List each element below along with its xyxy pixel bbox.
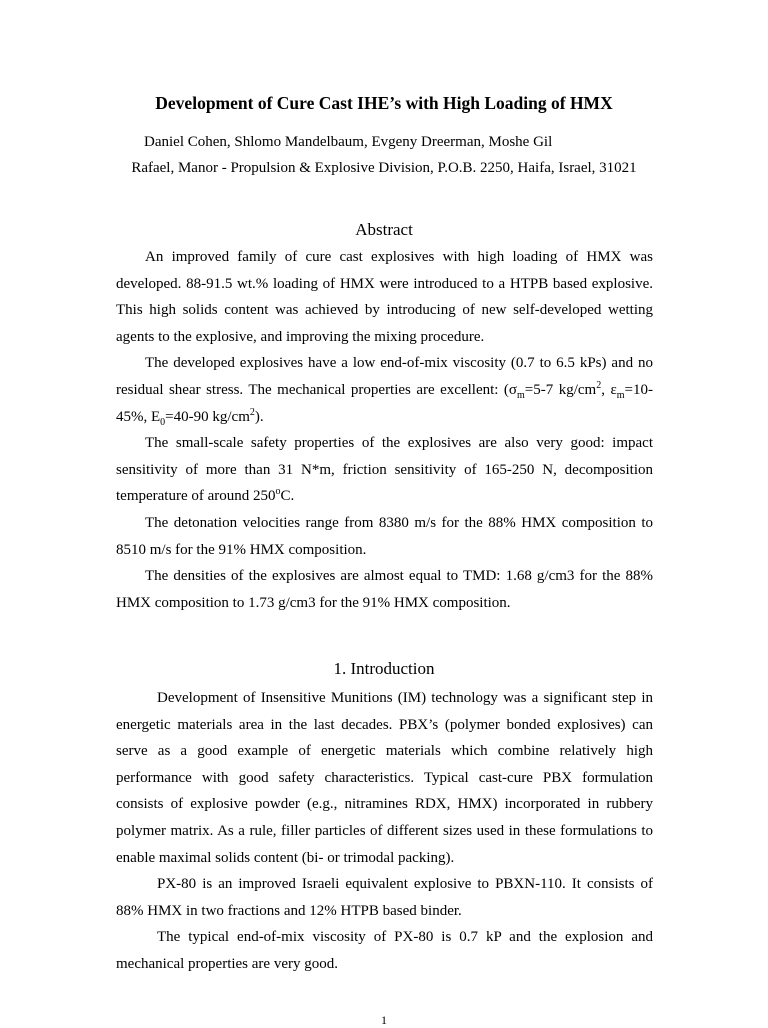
sigma-symbol: σ [508, 381, 518, 398]
text-run: =5-7 kg/cm [524, 381, 597, 398]
subscript: m [517, 389, 525, 401]
paper-title: Development of Cure Cast IHE’s with High Loading of HMX [155, 93, 613, 113]
text-run: ). [254, 408, 264, 425]
page-number: 1 [381, 1013, 387, 1027]
introduction-heading: 1. Introduction [333, 659, 435, 678]
text-run: =10-45%, E [116, 381, 654, 425]
superscript: 2 [596, 379, 602, 391]
abstract-paragraph [116, 350, 653, 430]
abstract-paragraph: An improved family of cure cast explosives with high loading of HMX was developed. 88-91.5 wt.% loading of HMX were introduced to a HTPB based explosive. This high solids content was achieved by introducing of new self-developed wetting agents to the explosive, and improving the mixing procedure. [116, 249, 653, 345]
abstract-heading: Abstract [355, 220, 413, 239]
text-run: The developed explosives have a low end-of-mix viscosity (0.7 to 6.5 kPs) and no residual shear stress. The mechanical properties are excellent: ( [116, 355, 653, 398]
abstract-paragraph: The densities of the explosives are almost equal to TMD: 1.68 g/cm3 for the 88% HMX composition to 1.73 g/cm3 for the 91% HMX composition. [116, 568, 653, 611]
subscript: 0 [160, 416, 166, 428]
text-run: The small-scale safety properties of the explosives are also very good: impact sensitivity of more than 31 N*m, friction sensitivity of 165-250 N, decomposition temperature of around 250 [116, 435, 653, 505]
abstract-body [116, 244, 653, 616]
introduction-paragraph: PX-80 is an improved Israeli equivalent explosive to PBXN-110. It consists of 88% HMX in two fractions and 12% HTPB based binder. [116, 876, 653, 919]
introduction-paragraph: The typical end-of-mix viscosity of PX-80 is 0.7 kP and the explosion and mechanical properties are very good. [116, 929, 653, 972]
introduction-body [116, 685, 653, 978]
introduction-paragraph: Development of Insensitive Munitions (IM) technology was a significant step in energetic materials area in the last decades. PBX’s (polymer bonded explosives) can serve as a good example of energetic materials which combine relatively high performance with good safety characteristics. Typical cast-cure PBX formulation consists of explosive powder (e.g., nitramines RDX, HMX) incorporated in rubbery polymer matrix. As a rule, filler particles of different sizes used in these formulations to enable maximal solids content (bi- or trimodal packing). [116, 690, 653, 866]
text-run: C. [280, 488, 295, 505]
superscript: 2 [249, 406, 255, 418]
degree-superscript: o [275, 486, 281, 498]
subscript: m [616, 389, 625, 401]
text-run: =40-90 kg/cm [165, 408, 250, 425]
affiliation: Rafael, Manor - Propulsion & Explosive Division, P.O.B. 2250, Haifa, Israel, 31021 [131, 160, 637, 176]
author-list: Daniel Cohen, Shlomo Mandelbaum, Evgeny Dreerman, Moshe Gil [144, 134, 553, 150]
epsilon-symbol: ε [610, 381, 617, 398]
abstract-paragraph: The detonation velocities range from 8380 m/s for the 88% HMX composition to 8510 m/s for the 91% HMX composition. [116, 514, 653, 558]
abstract-paragraph [116, 430, 653, 510]
text-run: , [601, 381, 611, 398]
